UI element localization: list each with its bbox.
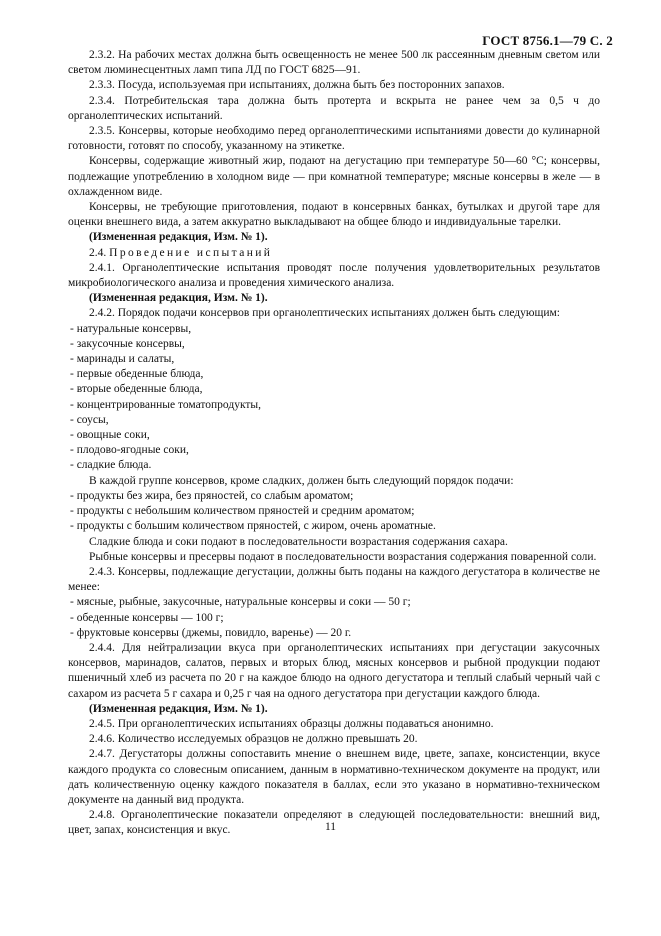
- page-number: 11: [324, 821, 337, 833]
- paragraph-2-3-3: 2.3.3. Посуда, используемая при испытаниях, должна быть без посторонних запахов.: [89, 79, 505, 92]
- list-item: - соусы,: [70, 413, 109, 426]
- list-item: - фруктовые консервы (джемы, повидло, варенье) — 20 г.: [70, 626, 352, 639]
- paragraph-2-4-2: 2.4.2. Порядок подачи консервов при органолептических испытаниях должен быть следующим:: [89, 307, 560, 320]
- paragraph-2-3-2: 2.3.2. На рабочих местах должна быть освещенность не менее 500 лк рассеянным дневным светом или светом люминесцентных ламп типа ЛД по ГОСТ 6825—91.: [68, 49, 600, 77]
- paragraph-2-4-3: 2.4.3. Консервы, подлежащие дегустации, должны быть поданы на каждого дегустатора в количестве не менее:: [68, 565, 600, 594]
- list-item: - продукты с большим количеством пряностей, с жиром, очень ароматные.: [70, 520, 436, 533]
- list-item: - овощные соки,: [70, 429, 150, 442]
- list-item: - мясные, рыбные, закусочные, натуральные консервы и соки — 50 г;: [70, 596, 411, 609]
- paragraph-2-4-8: 2.4.8. Органолептические показатели определяют в следующей последовательности: внешний вид, цвет, запах, консистенция и вкус.: [68, 809, 600, 837]
- list-item: - концентрированные томатопродукты,: [70, 398, 262, 411]
- list-item: - плодово-ягодные соки,: [70, 444, 189, 457]
- paragraph-2-3-5-fat: Консервы, содержащие животный жир, подают на дегустацию при температуре 50—60 °С; консервы, подлежащие употреблению в холодном виде — при комнатной температуре; мясные консервы в желе — в охлажденном виде.: [68, 155, 600, 198]
- list-item: - обеденные консервы — 100 г;: [70, 611, 224, 624]
- section-2-4-title: Проведение испытаний: [109, 246, 273, 259]
- amendment-note: (Измененная редакция, Изм. № 1).: [89, 231, 268, 244]
- paragraph-2-4-7: 2.4.7. Дегустаторы должны сопоставить мнение о внешнем виде, цвете, запахе, консистенции, вкусе каждого продукта со словесным описанием, данным в нормативно-техническом документе на продукт, или дать количественную оценку каждого показателя в баллах, если это указано в нормативно-техническом документе на данный вид продукта.: [68, 748, 600, 806]
- list-item: - маринады и салаты,: [70, 353, 175, 366]
- paragraph-2-4-2-fish: Рыбные консервы и пресервы подают в последовательности возрастания содержания поваренной соли.: [89, 550, 597, 563]
- list-item: - продукты с небольшим количеством пряностей и средним ароматом;: [70, 505, 415, 518]
- section-2-4-number: 2.4.: [89, 246, 107, 259]
- list-item: - вторые обеденные блюда,: [70, 383, 203, 396]
- paragraph-2-4-2-sweet: Сладкие блюда и соки подают в последовательности возрастания содержания сахара.: [89, 535, 508, 548]
- paragraph-2-4-2-group-order: В каждой группе консервов, кроме сладких, должен быть следующий порядок подачи:: [89, 474, 514, 487]
- amendment-note: (Измененная редакция, Изм. № 1).: [89, 702, 268, 715]
- list-item: - первые обеденные блюда,: [70, 368, 204, 381]
- list-item: - сладкие блюда.: [70, 459, 152, 472]
- paragraph-2-3-4: 2.3.4. Потребительская тара должна быть протерта и вскрыта не ранее чем за 0,5 ч до органолептических испытаний.: [68, 94, 600, 122]
- section-2-4-heading: [68, 246, 600, 261]
- amendment-note: (Измененная редакция, Изм. № 1).: [89, 292, 268, 305]
- list-item: - закусочные консервы,: [70, 337, 185, 350]
- paragraph-2-3-5: 2.3.5. Консервы, которые необходимо перед органолептическими испытаниями довести до кулинарной готовности, готовят по способу, указанному на этикетке.: [68, 125, 600, 153]
- paragraph-2-4-4: 2.4.4. Для нейтрализации вкуса при органолептических испытаниях при дегустации закусочных консервов, маринадов, салатов, первых и вторых блюд, мясных консервов и рыбной продукции подают пшеничный хлеб из расчета по 20 г на каждое блюдо на одного дегустатора и теплый слабый черный чай с сахаром из расчета 5 г сахара и 0,25 г чая на одного дегустатора при дегустации каждого блюда.: [68, 641, 600, 700]
- paragraph-2-4-6: 2.4.6. Количество исследуемых образцов не должно превышать 20.: [89, 733, 418, 746]
- list-item: - натуральные консервы,: [70, 322, 192, 335]
- document-header: ГОСТ 8756.1—79 С. 2: [482, 33, 613, 48]
- paragraph-2-4-5: 2.4.5. При органолептических испытаниях образцы должны подаваться анонимно.: [89, 717, 494, 730]
- paragraph-2-3-5-serving: Консервы, не требующие приготовления, подают в консервных банках, бутылках и другой таре для оценки внешнего вида, а затем аккуратно выкладывают на общее блюдо и индивидуальные тарелки.: [68, 201, 600, 229]
- document-body: [68, 48, 600, 839]
- list-item: - продукты без жира, без пряностей, со слабым ароматом;: [70, 489, 354, 502]
- paragraph-2-4-1: 2.4.1. Органолептические испытания проводят после получения удовлетворительных результатов микробиологического анализа и проведения химического анализа.: [68, 261, 600, 290]
